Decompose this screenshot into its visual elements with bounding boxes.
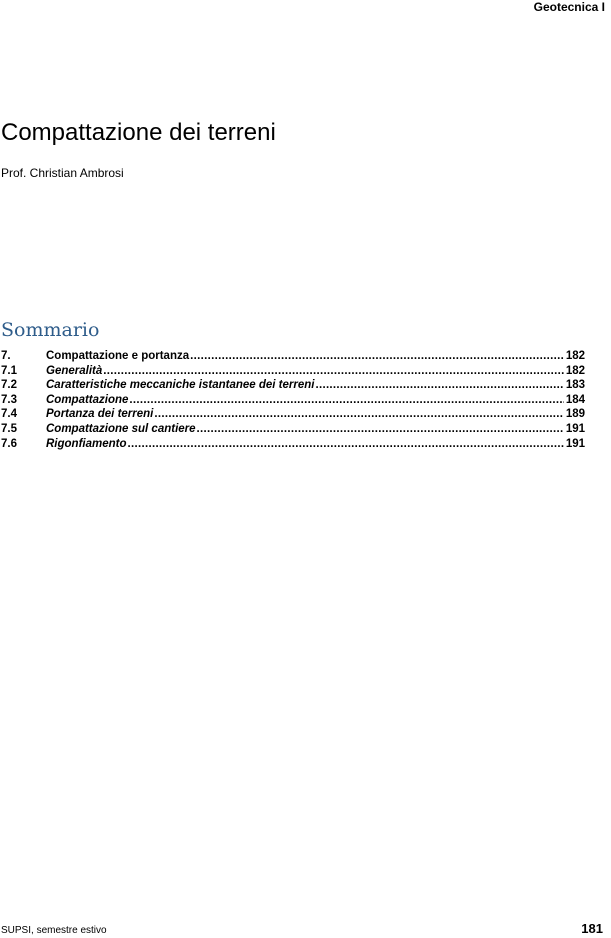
toc-entry-page: 183 (565, 379, 585, 392)
toc-entry[interactable] (1, 379, 585, 394)
toc-entry-page: 191 (565, 422, 585, 435)
toc-leader-dots (154, 408, 563, 420)
toc-entry-title: Rigonfiamento (46, 437, 127, 450)
toc-entry-number: 7.6 (1, 437, 17, 450)
toc-leader-dots (128, 438, 564, 450)
toc-leader-dots (103, 365, 564, 377)
toc-entry-number: 7.5 (1, 422, 17, 435)
toc-entry-number: 7.4 (1, 408, 17, 421)
toc-entry-page: 189 (565, 408, 585, 421)
toc-entry-number: 7. (1, 350, 11, 362)
toc-entry-page: 184 (565, 393, 585, 406)
toc-entry-page: 182 (565, 350, 585, 362)
toc-entry-number: 7.3 (1, 393, 17, 406)
toc-entry-title: Portanza dei terreni (46, 408, 154, 421)
toc-leader-dots (315, 379, 563, 391)
toc-entry-title: Compattazione sul cantiere (46, 422, 196, 435)
toc-leader-dots (190, 350, 564, 362)
document-title: Compattazione dei terreni (1, 119, 276, 146)
toc-entry-number: 7.2 (1, 379, 17, 392)
toc-entry[interactable] (1, 423, 585, 438)
toc-entry[interactable] (1, 394, 585, 409)
toc-entry-title: Compattazione (46, 393, 129, 406)
toc-entry[interactable] (1, 438, 585, 453)
footer-text: SUPSI, semestre estivo (1, 925, 107, 936)
table-of-contents (1, 350, 585, 452)
author-line: Prof. Christian Ambrosi (1, 166, 124, 180)
toc-entry[interactable] (1, 408, 585, 423)
toc-entry-title: Caratteristiche meccaniche istantanee dei terreni (46, 379, 315, 392)
toc-entry-number: 7.1 (1, 364, 17, 377)
toc-heading: Sommario (1, 319, 100, 341)
running-header: Geotecnica I (533, 0, 605, 14)
page-number: 181 (581, 921, 603, 936)
toc-entry-title: Generalità (46, 364, 103, 377)
toc-leader-dots (129, 394, 563, 406)
toc-entry-title: Compattazione e portanza (46, 350, 190, 362)
toc-entry-page: 191 (565, 437, 585, 450)
toc-entry[interactable] (1, 350, 585, 365)
toc-leader-dots (197, 423, 564, 435)
toc-entry[interactable] (1, 365, 585, 380)
toc-entry-page: 182 (565, 364, 585, 377)
